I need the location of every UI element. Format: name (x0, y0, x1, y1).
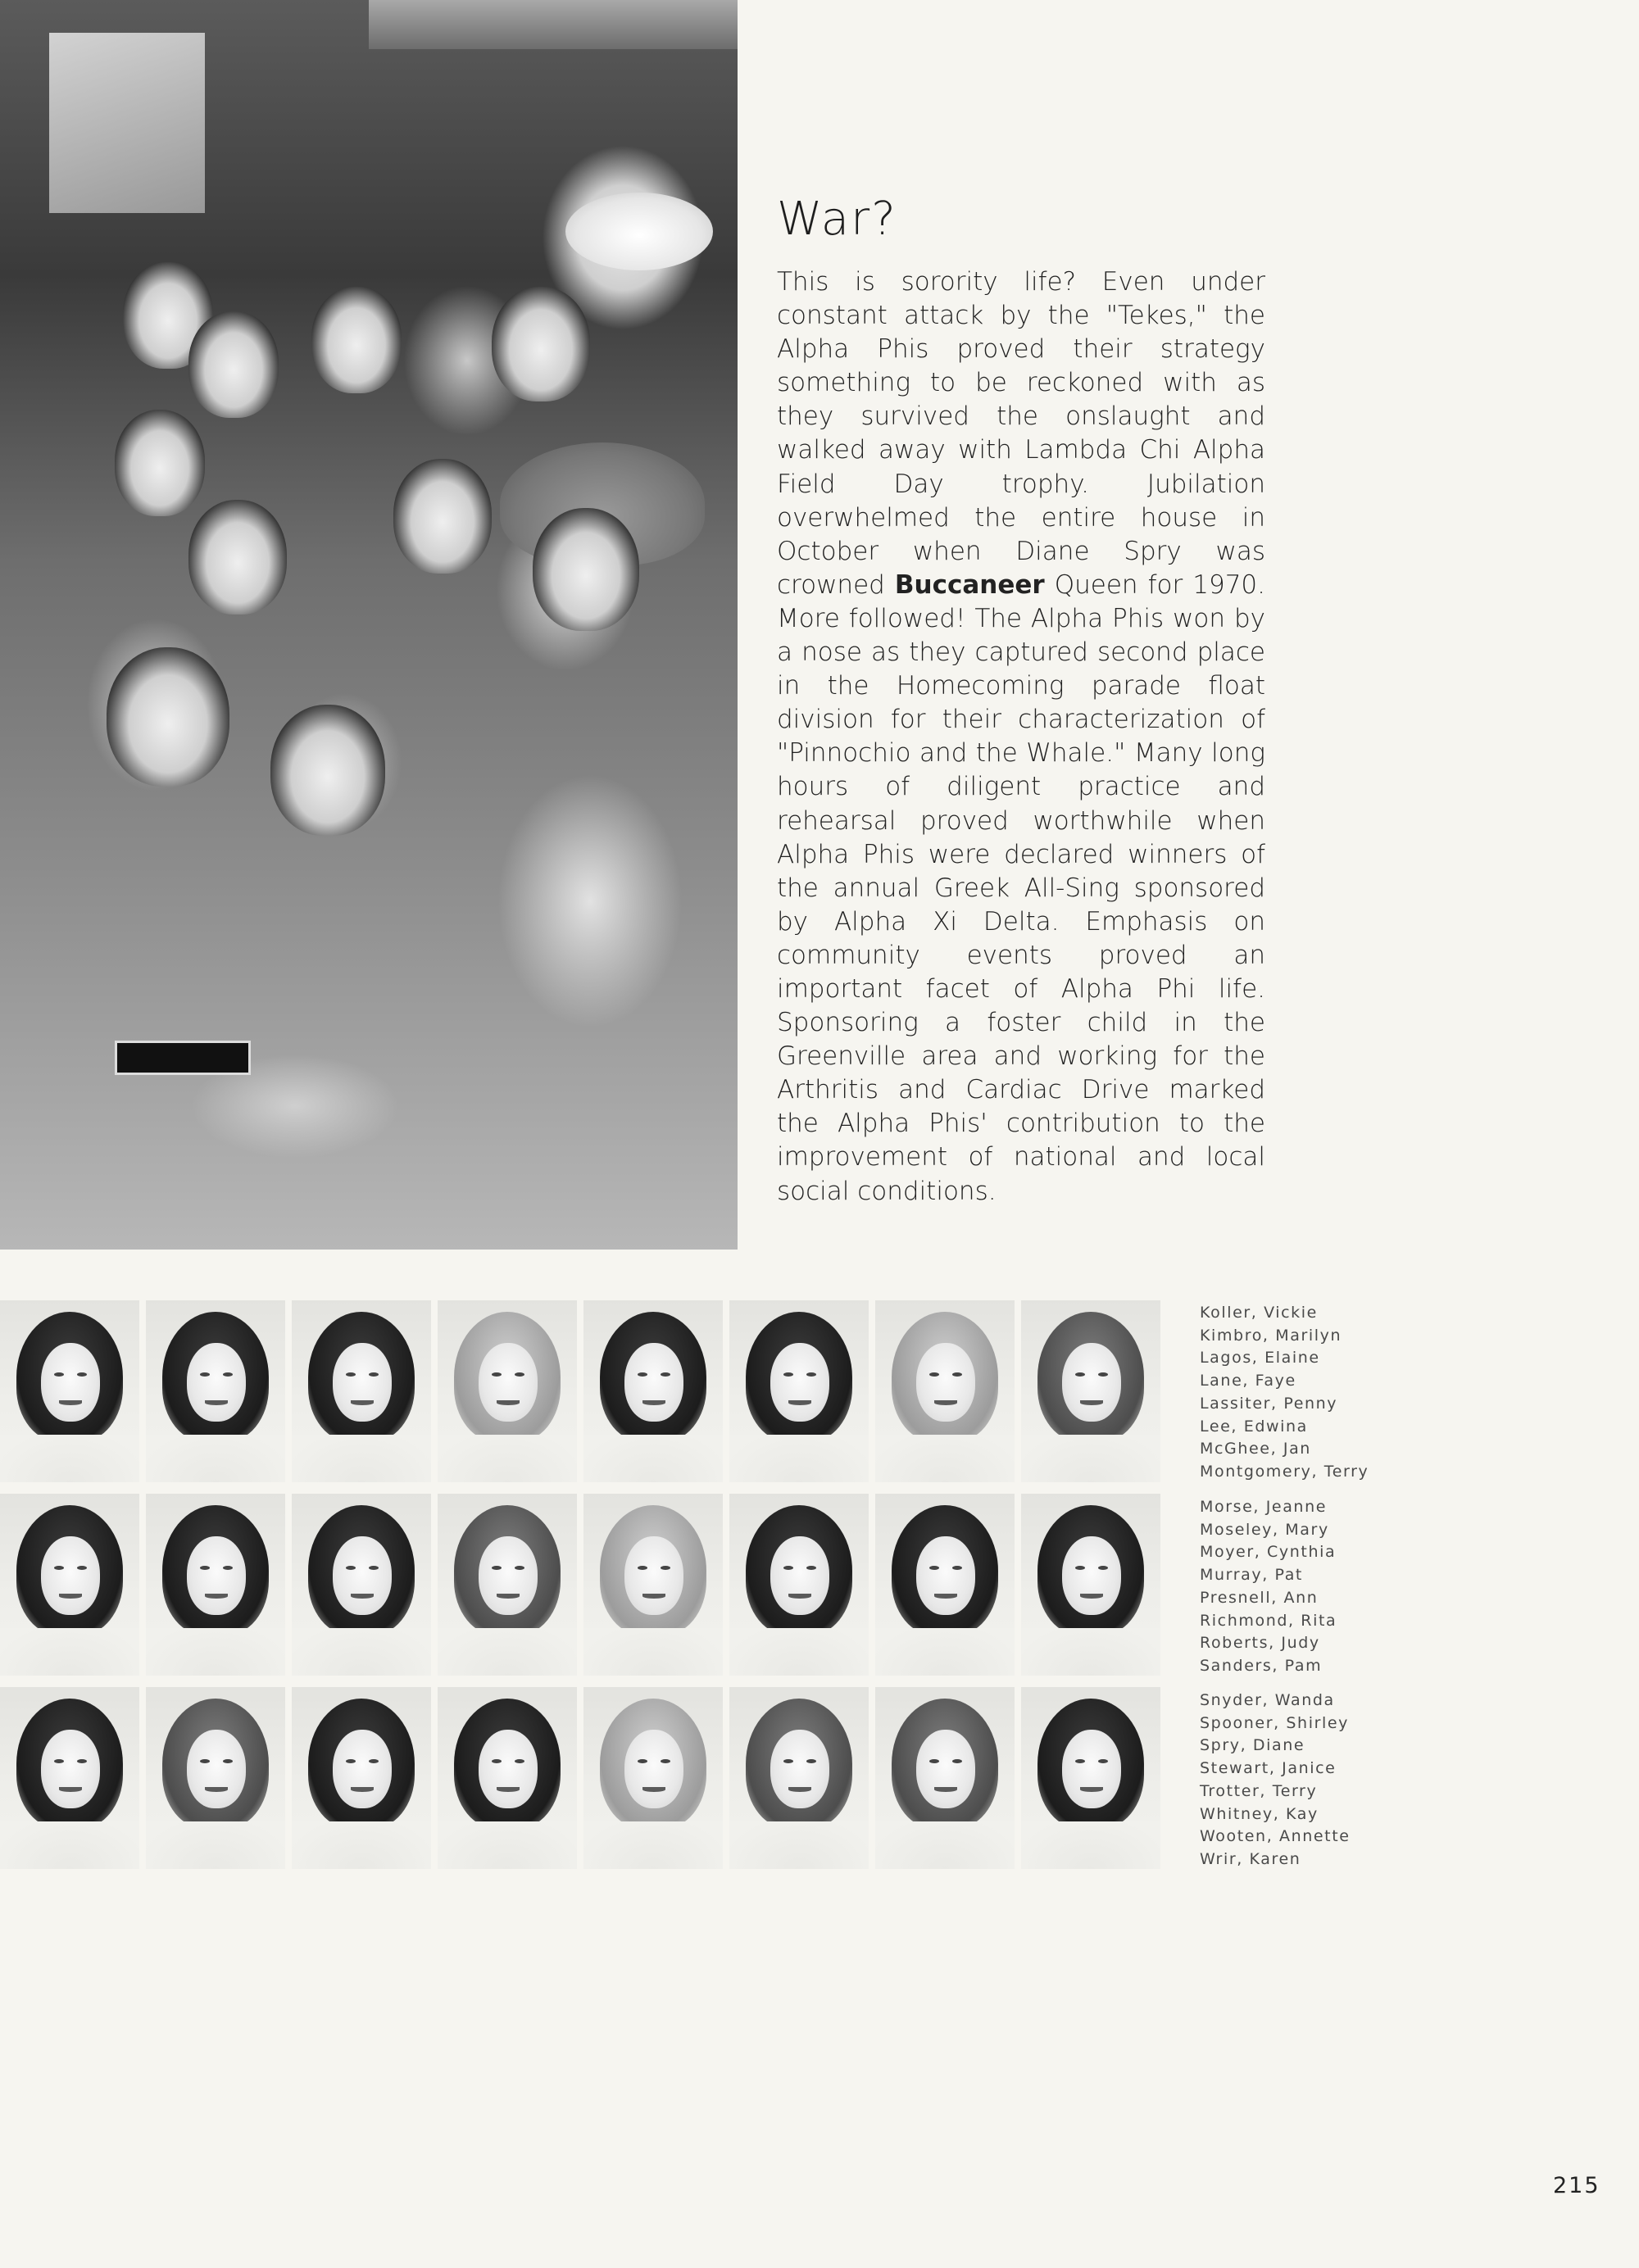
photo-person (393, 459, 492, 574)
name-list (1200, 1302, 1388, 1484)
name-entry: Roberts, Judy (1200, 1634, 1320, 1653)
portrait-shoulders (1021, 1628, 1160, 1676)
portrait-face (770, 1343, 829, 1422)
photo-person (188, 500, 287, 615)
portrait-mouth (351, 1594, 374, 1599)
portrait-grid (0, 1300, 1164, 1869)
portrait-shoulders (875, 1821, 1015, 1869)
portrait-shoulders (146, 1821, 285, 1869)
name-entry: Stewart, Janice (1200, 1759, 1337, 1778)
portrait-face (333, 1343, 392, 1422)
photo-wall-panel (49, 33, 205, 213)
name-entry: Lane, Faye (1200, 1372, 1296, 1390)
portrait-mouth (497, 1400, 520, 1405)
name-entry: Morse, Jeanne (1200, 1498, 1328, 1516)
portrait-shoulders (583, 1435, 723, 1482)
name-entry: Koller, Vickie (1200, 1304, 1318, 1322)
portrait-face (479, 1730, 538, 1808)
name-entry: Wooten, Annette (1200, 1827, 1351, 1846)
portrait-mouth (1080, 1400, 1103, 1405)
portrait-face (41, 1343, 100, 1422)
portrait-face (916, 1730, 975, 1808)
photo-ceiling (369, 0, 738, 49)
photo-person (533, 508, 639, 631)
portrait-photo (1021, 1687, 1160, 1869)
portrait-shoulders (0, 1628, 139, 1676)
portrait-face (624, 1343, 683, 1422)
portrait-mouth (59, 1787, 82, 1792)
portrait-face (187, 1730, 246, 1808)
portrait-shoulders (0, 1821, 139, 1869)
article-body (777, 265, 1265, 1209)
name-entry: Spooner, Shirley (1200, 1713, 1349, 1732)
photo-person (311, 287, 402, 393)
portrait-mouth (205, 1594, 228, 1599)
portrait-photo (292, 1687, 431, 1869)
portrait-shoulders (146, 1628, 285, 1676)
portrait-face (1062, 1536, 1121, 1615)
portrait-mouth (934, 1400, 957, 1405)
portrait-shoulders (1021, 1435, 1160, 1482)
portrait-shoulders (0, 1435, 139, 1482)
portrait-photo (875, 1494, 1015, 1676)
portrait-face (479, 1343, 538, 1422)
portrait-shoulders (729, 1821, 869, 1869)
portrait-mouth (205, 1787, 228, 1792)
portrait-shoulders (1021, 1821, 1160, 1869)
name-entry: Moseley, Mary (1200, 1520, 1329, 1539)
name-entry: Presnell, Ann (1200, 1588, 1319, 1607)
portrait-face (187, 1343, 246, 1422)
portrait-photo (875, 1687, 1015, 1869)
portrait-mouth (642, 1594, 665, 1599)
portrait-face (624, 1536, 683, 1615)
portrait-photo (146, 1300, 285, 1482)
portrait-photo (0, 1300, 139, 1482)
portrait-mouth (788, 1594, 811, 1599)
name-entry: Sanders, Pam (1200, 1656, 1323, 1675)
name-entry: Lagos, Elaine (1200, 1349, 1320, 1368)
article (777, 195, 1265, 1209)
portrait-shoulders (875, 1435, 1015, 1482)
portrait-mouth (642, 1787, 665, 1792)
name-list (1200, 1496, 1388, 1678)
name-entry: Kimbro, Marilyn (1200, 1326, 1342, 1345)
name-entry: Wrir, Karen (1200, 1849, 1301, 1868)
portrait-photo (1021, 1300, 1160, 1482)
portrait-mouth (1080, 1594, 1103, 1599)
page-number: 215 (1553, 2173, 1600, 2198)
name-entry: Snyder, Wanda (1200, 1691, 1335, 1709)
portrait-mouth (788, 1400, 811, 1405)
portrait-face (770, 1536, 829, 1615)
photo-person (188, 311, 279, 418)
portrait-face (479, 1536, 538, 1615)
photo-white-hat (565, 193, 713, 270)
portrait-mouth (934, 1787, 957, 1792)
portrait-face (770, 1730, 829, 1808)
photo-person (115, 410, 205, 516)
portrait-mouth (59, 1594, 82, 1599)
article-body-bold: Buccaneer (894, 569, 1045, 600)
portrait-shoulders (875, 1628, 1015, 1676)
portrait-mouth (1080, 1787, 1103, 1792)
portrait-mouth (934, 1594, 957, 1599)
portrait-shoulders (438, 1628, 577, 1676)
portrait-shoulders (729, 1628, 869, 1676)
portrait-face (41, 1730, 100, 1808)
portrait-shoulders (292, 1821, 431, 1869)
name-entry: Whitney, Kay (1200, 1804, 1319, 1823)
name-entry: Richmond, Rita (1200, 1611, 1337, 1630)
portrait-photo (146, 1687, 285, 1869)
portrait-mouth (351, 1787, 374, 1792)
name-entry: McGhee, Jan (1200, 1440, 1311, 1458)
portrait-shoulders (729, 1435, 869, 1482)
portrait-photo (438, 1300, 577, 1482)
name-entry: Spry, Diane (1200, 1736, 1305, 1755)
name-entry: Trotter, Terry (1200, 1781, 1318, 1800)
name-list (1200, 1690, 1388, 1871)
portrait-shoulders (583, 1821, 723, 1869)
portrait-mouth (497, 1787, 520, 1792)
portrait-photo (729, 1300, 869, 1482)
name-entry: Montgomery, Terry (1200, 1462, 1369, 1481)
name-entry: Lee, Edwina (1200, 1417, 1308, 1436)
portrait-mouth (642, 1400, 665, 1405)
portrait-face (916, 1536, 975, 1615)
portrait-photo (438, 1494, 577, 1676)
photo-sign (115, 1041, 251, 1075)
portrait-mouth (788, 1787, 811, 1792)
group-photo (0, 0, 738, 1250)
portrait-face (187, 1536, 246, 1615)
portrait-photo (583, 1687, 723, 1869)
portrait-shoulders (292, 1628, 431, 1676)
name-entry: Murray, Pat (1200, 1566, 1303, 1585)
portrait-photo (729, 1494, 869, 1676)
portrait-mouth (205, 1400, 228, 1405)
portrait-photo (583, 1300, 723, 1482)
portrait-photo (729, 1687, 869, 1869)
portrait-face (1062, 1730, 1121, 1808)
portrait-photo (875, 1300, 1015, 1482)
portrait-mouth (497, 1594, 520, 1599)
portrait-photo (0, 1687, 139, 1869)
portrait-mouth (351, 1400, 374, 1405)
portrait-photo (292, 1494, 431, 1676)
portrait-shoulders (146, 1435, 285, 1482)
portrait-photo (583, 1494, 723, 1676)
portrait-face (1062, 1343, 1121, 1422)
portrait-face (333, 1536, 392, 1615)
article-body-end: Queen for 1970. More followed! The Alpha Phis won by a nose as they captured second place in the Homecoming parade float division for their characterization of "Pinnochio and the Whale." Many long hours of diligent practice and rehearsal proved worthwhile when Alpha Phis were declared winners of the annual Greek All-Sing sponsored by Alpha Xi Delta. Emphasis on community events proved an important facet of Alpha Phi life. Sponsoring a foster child in the Greenville area and working for the Arthritis and Cardiac Drive marked the Alpha Phis' contribution to the improvement of national and local social conditions. (777, 569, 1265, 1206)
photo-person (270, 705, 385, 836)
name-entry: Moyer, Cynthia (1200, 1543, 1337, 1562)
portrait-shoulders (583, 1628, 723, 1676)
portrait-face (916, 1343, 975, 1422)
portrait-photo (438, 1687, 577, 1869)
portrait-face (333, 1730, 392, 1808)
portrait-photo (146, 1494, 285, 1676)
portrait-mouth (59, 1400, 82, 1405)
portrait-face (41, 1536, 100, 1615)
photo-person (492, 287, 590, 401)
photo-person (107, 647, 229, 787)
portrait-shoulders (438, 1435, 577, 1482)
article-title: War? (777, 193, 897, 246)
article-body-start: This is sorority life? Even under constant attack by the "Tekes," the Alpha Phis proved their strategy something to be reckoned with as they survived the onslaught and walked away with Lambda Chi Alpha Field Day trophy. Jubilation overwhelmed the entire house in October when Diane Spry was crowned (777, 267, 1265, 600)
portrait-face (624, 1730, 683, 1808)
portrait-photo (0, 1494, 139, 1676)
portrait-photo (292, 1300, 431, 1482)
portrait-shoulders (292, 1435, 431, 1482)
portrait-photo (1021, 1494, 1160, 1676)
portrait-shoulders (438, 1821, 577, 1869)
name-entry: Lassiter, Penny (1200, 1394, 1338, 1413)
